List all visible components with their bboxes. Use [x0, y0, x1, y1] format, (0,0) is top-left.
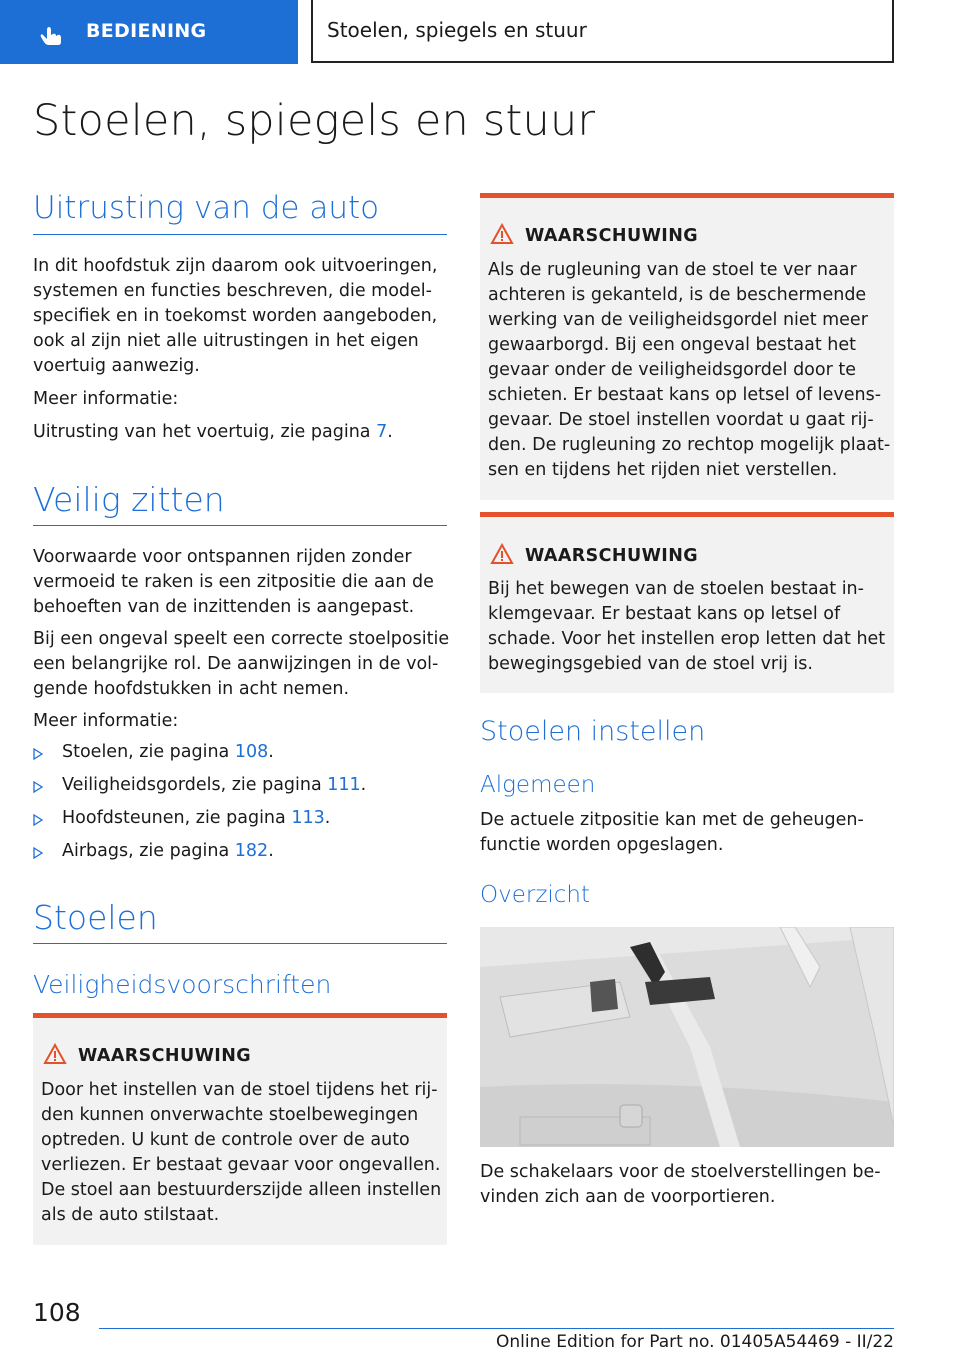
body-line: De actuele zitpositie kan met de geheugen- [480, 810, 864, 830]
warning-title: WAARSCHUWING [525, 546, 699, 566]
veilig-heading: Veilig zitten [33, 480, 225, 519]
reference-end: . [387, 422, 393, 442]
warning-box [480, 512, 894, 693]
uitrusting-heading: Uitrusting van de auto [33, 190, 380, 226]
divider [33, 525, 447, 526]
divider [33, 943, 447, 944]
more-info-label: Meer informatie: [33, 389, 179, 409]
footer-divider [99, 1328, 894, 1329]
triangle-bullet-icon [33, 847, 43, 859]
warning-title: WAARSCHUWING [78, 1046, 252, 1066]
body-line: functie worden opgeslagen. [480, 835, 724, 855]
veilig-body [33, 545, 453, 620]
section-label: BEDIENING [86, 20, 207, 42]
body-line: voertuig aanwezig. [33, 356, 200, 376]
page-number: 108 [33, 1298, 81, 1327]
body-line: specifiek en in toekomst worden aangeboden, [33, 306, 438, 326]
uitrusting-body [33, 254, 453, 379]
edition-note: Online Edition for Part no. 01405A54469 - II/22 [495, 1332, 894, 1352]
reference-text: Uitrusting van het voertuig, zie pagina [33, 422, 377, 442]
body-line: In dit hoofdstuk zijn daarom ook uitvoeringen, [33, 256, 438, 276]
warning-triangle-icon [490, 223, 514, 245]
list-item-end: . [360, 775, 367, 795]
warning-line: schade. Voor het instellen erop letten dat het [488, 629, 886, 649]
warning-line: Als de rugleuning van de stoel te ver naar [488, 260, 857, 280]
list-item-end: . [324, 808, 331, 828]
section-tab[interactable] [0, 0, 298, 64]
more-info-label: Meer informatie: [33, 711, 179, 731]
warning-triangle-icon [43, 1043, 67, 1065]
triangle-bullet-icon [33, 781, 43, 793]
algemeen-body [480, 808, 900, 858]
body-line: Bij een ongeval speelt een correcte stoelpositie [33, 629, 450, 649]
list-item-end: . [268, 742, 274, 762]
page-link[interactable]: 108 [234, 742, 269, 762]
warning-line: gevaar. De stoel instellen voordat u gaat rij- [488, 410, 874, 430]
body-line: behoeften van de inzittenden is aangepast. [33, 597, 415, 617]
warning-line: achteren is gekanteld, is de beschermende [488, 285, 867, 305]
hand-pointer-icon [38, 18, 64, 46]
page-link[interactable]: 111 [327, 775, 361, 795]
warning-text [488, 577, 885, 677]
door-switch-photo [480, 927, 894, 1147]
overzicht-heading: Overzicht [480, 882, 591, 908]
list-item-end: . [268, 841, 274, 861]
warning-line: schieten. Er bestaat kans op letsel of levens- [488, 385, 882, 405]
stoelen-heading: Stoelen [33, 898, 158, 937]
caption-line: vinden zich aan de voorportieren. [480, 1187, 776, 1207]
warning-line: sen en tijdens het rijden niet verstellen. [488, 460, 838, 480]
warning-line: bewegingsgebied van de stoel vrij is. [488, 654, 813, 674]
page-link[interactable]: 113 [291, 808, 325, 828]
door-panel-image [480, 927, 894, 1147]
photo-caption [480, 1160, 900, 1210]
instellen-heading: Stoelen instellen [480, 716, 706, 747]
algemeen-heading: Algemeen [480, 772, 596, 798]
list-item-text: Airbags, zie pagina [62, 841, 235, 861]
warning-line: verliezen. Er bestaat gevaar voor ongevallen. [41, 1155, 441, 1175]
warning-line: den. De rugleuning zo rechtop mogelijk plaat- [488, 435, 891, 455]
warning-title: WAARSCHUWING [525, 226, 699, 246]
warning-triangle-icon [490, 543, 514, 565]
warning-line: Door het instellen van de stoel tijdens het rij- [41, 1080, 438, 1100]
caption-line: De schakelaars voor de stoelverstellingen be- [480, 1162, 881, 1182]
warning-line: gewaarborgd. Bij een ongeval bestaat het [488, 335, 856, 355]
warning-text [41, 1078, 441, 1228]
triangle-bullet-icon [33, 814, 43, 826]
warning-line: werking van de veiligheidsgordel niet meer [488, 310, 868, 330]
warning-line: klemgevaar. Er bestaat kans op letsel of [488, 604, 841, 624]
veiligheid-subheading: Veiligheidsvoorschriften [33, 970, 332, 999]
page-title: Stoelen, spiegels en stuur [33, 96, 596, 146]
warning-line: als de auto stilstaat. [41, 1205, 220, 1225]
body-line: een belangrijke rol. De aanwijzingen in de vol- [33, 654, 439, 674]
page-link[interactable]: 182 [234, 841, 269, 861]
chapter-label: Stoelen, spiegels en stuur [327, 18, 587, 42]
veilig-body-2 [33, 627, 453, 702]
warning-text [488, 258, 890, 483]
triangle-bullet-icon [33, 748, 43, 760]
warning-line: gevaar onder de veiligheidsgordel door te [488, 360, 856, 380]
body-line: gende hoofdstukken in acht nemen. [33, 679, 350, 699]
warning-line: optreden. U kunt de controle over de auto [41, 1130, 410, 1150]
chapter-tab[interactable] [311, 0, 894, 63]
body-line: Voorwaarde voor ontspannen rijden zonder [33, 547, 412, 567]
list-item-text: Stoelen, zie pagina [62, 742, 235, 762]
body-line: systemen en functies beschreven, die model- [33, 281, 432, 301]
body-line: ook al zijn niet alle uitrustingen in het eigen [33, 331, 419, 351]
warning-box [33, 1013, 447, 1245]
reference-line [33, 420, 393, 445]
list-item-text: Hoofdsteunen, zie pagina [62, 808, 292, 828]
list-item-text: Veiligheidsgordels, zie pagina [62, 775, 328, 795]
body-line: vermoeid te raken is een zitpositie die aan de [33, 572, 434, 592]
warning-line: De stoel aan bestuurderszijde alleen instellen [41, 1180, 442, 1200]
warning-box [480, 193, 894, 500]
uitrusting-section [33, 190, 447, 226]
warning-line: Bij het bewegen van de stoelen bestaat in- [488, 579, 864, 599]
divider [33, 234, 447, 235]
warning-line: den kunnen onverwachte stoelbewegingen [41, 1105, 419, 1125]
page-link[interactable]: 7 [376, 422, 388, 442]
